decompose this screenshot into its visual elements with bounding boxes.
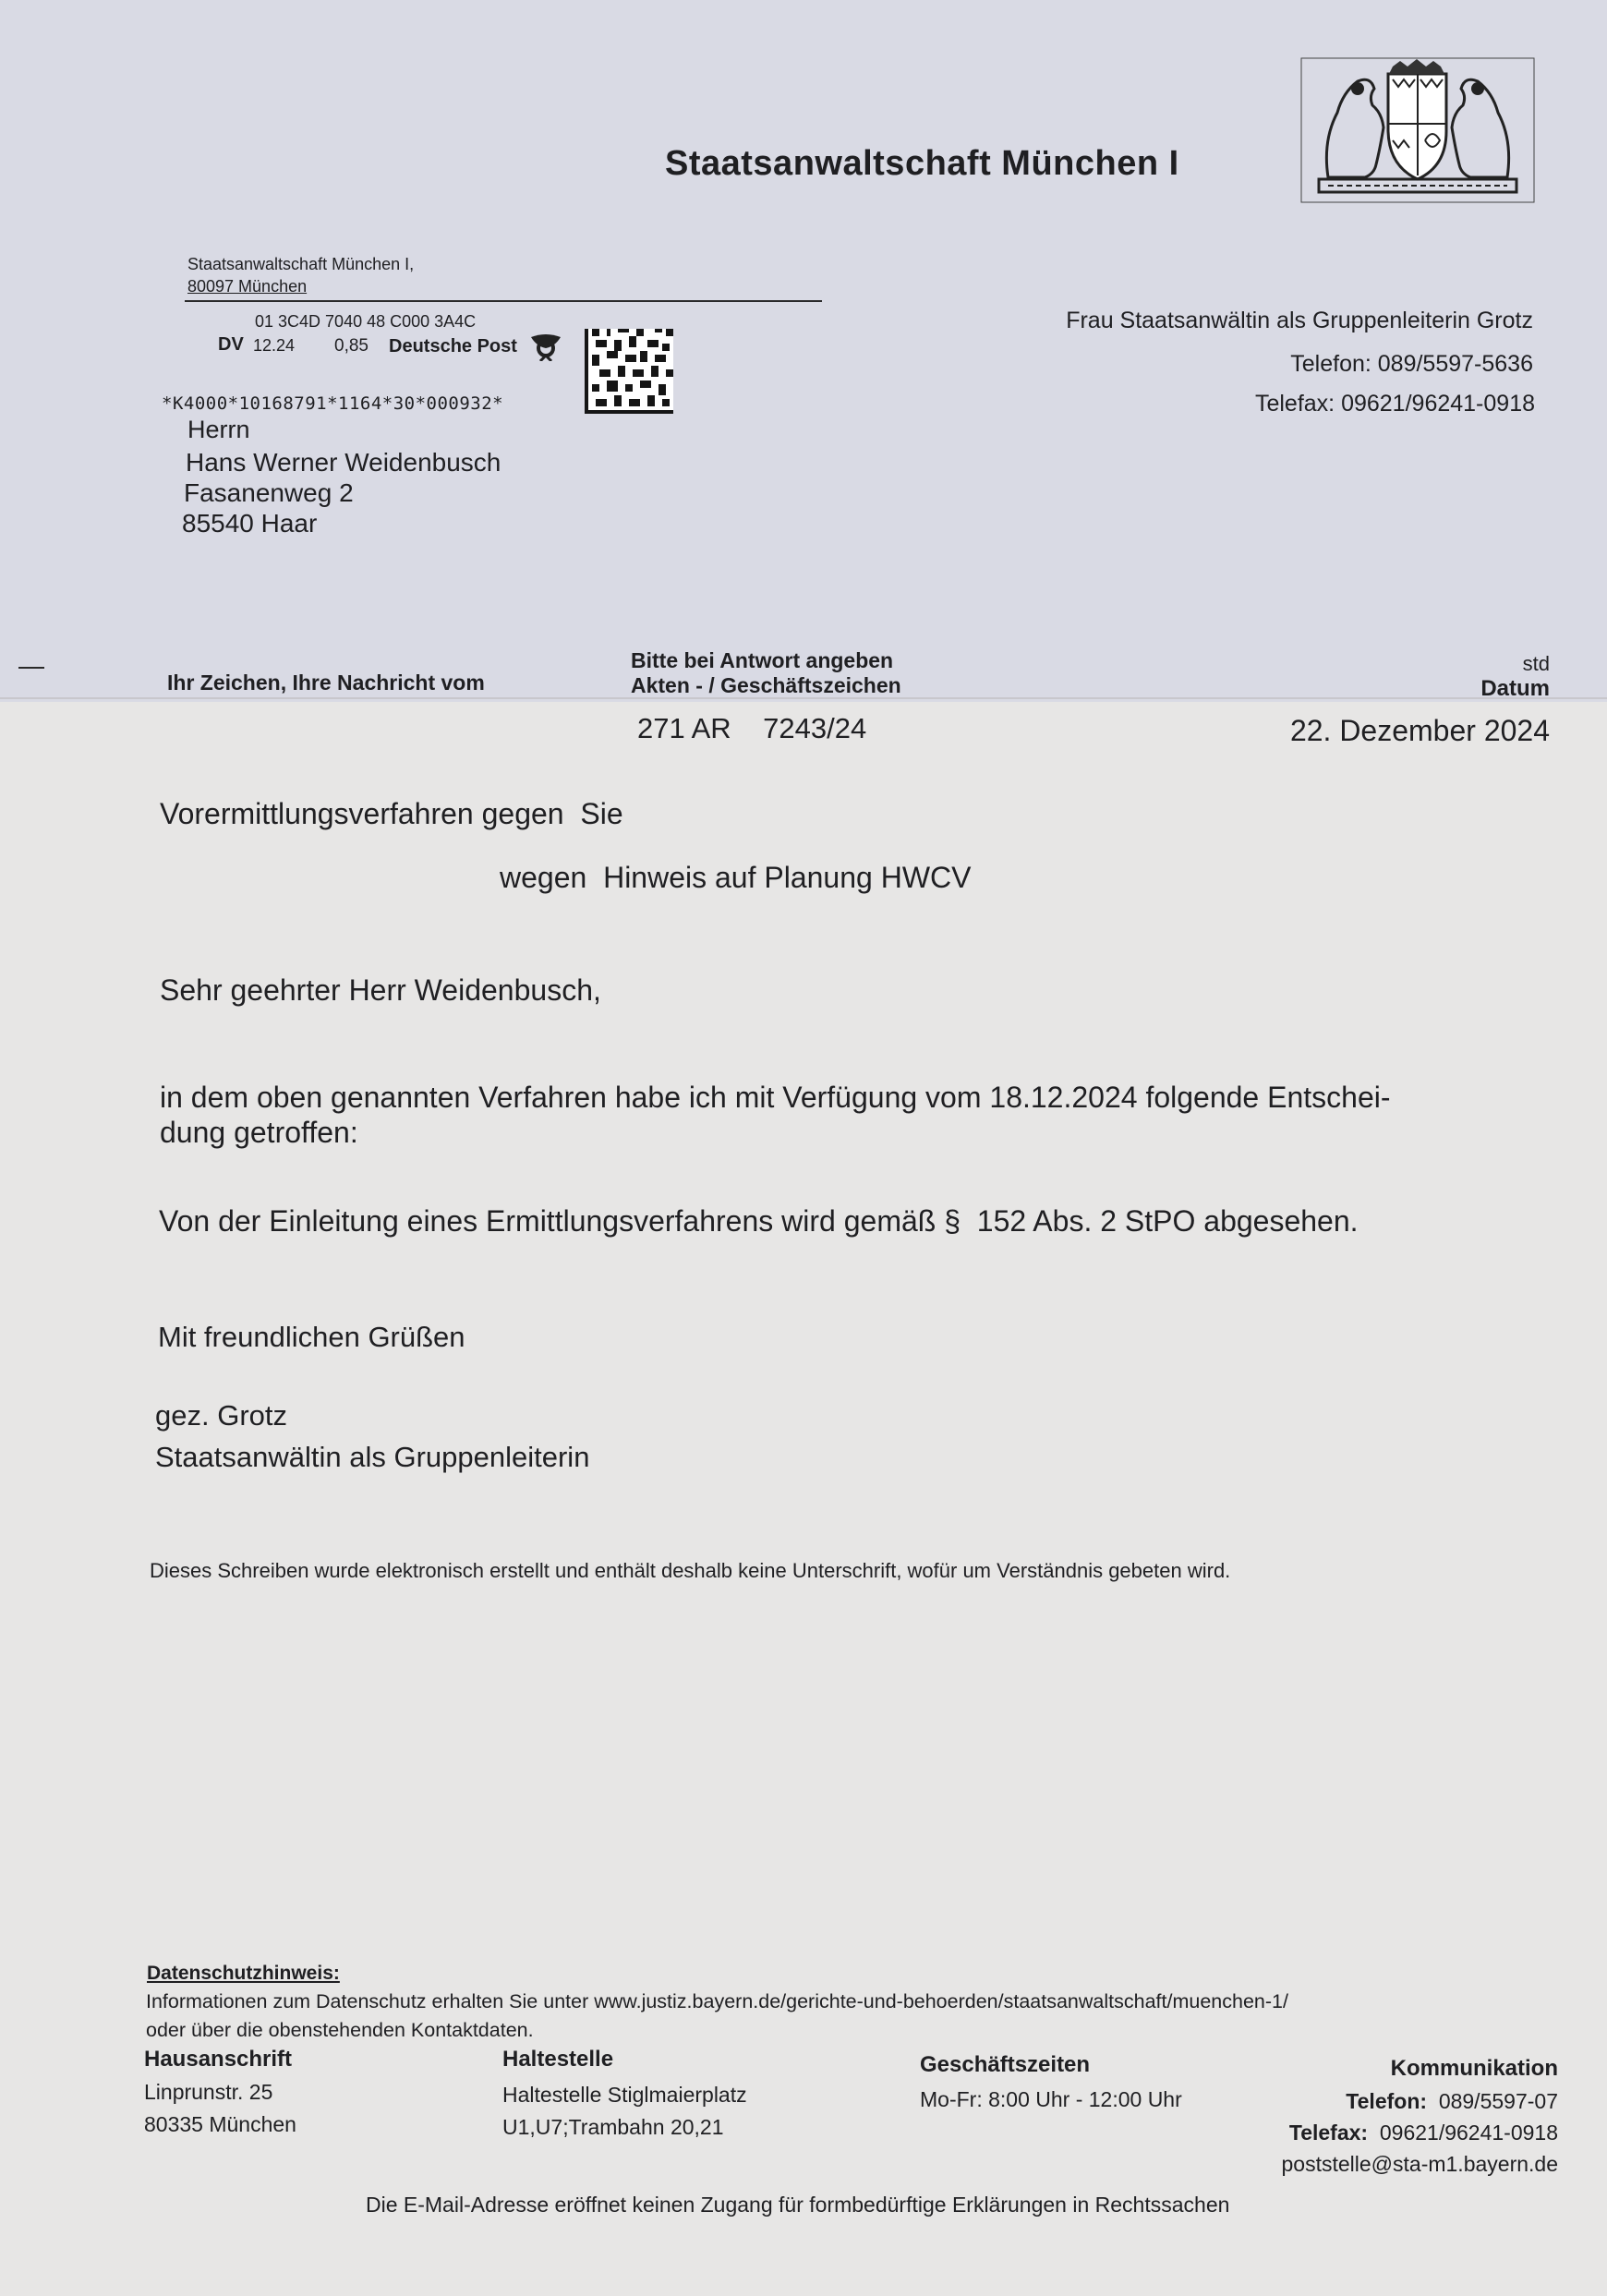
recipient-street: Fasanenweg 2 [184, 478, 354, 507]
file-number-label: Akten - / Geschäftszeichen [631, 673, 901, 697]
address-title: Hausanschrift [144, 2047, 293, 2072]
sender-city: 80097 München [187, 277, 308, 296]
decision-text: Von der Einleitung eines Ermittlungsverfahrens wird gemäß § 152 Abs. 2 StPO abgesehen. [159, 1204, 1359, 1238]
postage-price: 0,85 [334, 336, 369, 356]
communication-phone [1346, 2089, 1558, 2114]
postage-dv-date: 12.24 [253, 336, 296, 355]
datamatrix-code [585, 329, 673, 414]
closing: Mit freundlichen Grüßen [158, 1321, 465, 1353]
contact-fax: Telefax: 09621/96241-0918 [1254, 391, 1535, 417]
address-line-2: 80335 München [144, 2112, 296, 2136]
recipient-salutation: Herrn [187, 416, 250, 443]
reply-hint: Bitte bei Antwort angeben [631, 648, 894, 672]
electronic-signature-note: Dieses Schreiben wurde elektronisch erstellt und enthält deshalb keine Unterschrift, wofür um Verständnis gebeten wird. [150, 1559, 1231, 1582]
letter-date: 22. Dezember 2024 [1289, 714, 1550, 747]
bavarian-coat-of-arms-icon [1300, 57, 1535, 203]
privacy-line-2: oder über die obenstehenden Kontaktdaten. [146, 2019, 534, 2041]
stop-title: Haltestelle [502, 2047, 614, 2072]
sender-separator [185, 300, 822, 302]
postage-dv-label: DV [218, 334, 244, 355]
email-legal-note: Die E-Mail-Adresse eröffnet keinen Zugang für formbedürftige Erklärungen in Rechtssachen [366, 2193, 1230, 2217]
date-label: Datum [1480, 676, 1550, 701]
privacy-line-1: Informationen zum Datenschutz erhalten Sie unter www.justiz.bayern.de/gerichte-und-behoerden/staatsanwaltschaft/muenchen-1/ [146, 1990, 1288, 2012]
std-marker: std [1522, 652, 1550, 675]
stop-line-2: U1,U7;Trambahn 20,21 [502, 2115, 724, 2139]
left-margin-mark [18, 667, 44, 669]
stop-line-1: Haltestelle Stiglmaierplatz [502, 2083, 747, 2107]
communication-fax [1289, 2121, 1558, 2145]
postage-carrier: Deutsche Post [389, 336, 517, 356]
communication-title: Kommunikation [1390, 2056, 1558, 2081]
communication-phone-value: 089/5597-07 [1438, 2089, 1558, 2113]
hours-line-1: Mo-Fr: 8:00 Uhr - 12:00 Uhr [920, 2087, 1182, 2111]
sender-name: Staatsanwaltschaft München I, [187, 255, 415, 273]
hours-title: Geschäftszeiten [920, 2052, 1091, 2077]
greeting: Sehr geehrter Herr Weidenbusch, [160, 973, 601, 1007]
posthorn-icon [527, 330, 564, 361]
signer-name: gez. Grotz [155, 1399, 287, 1432]
communication-fax-label: Telefax: [1288, 2121, 1369, 2145]
communication-phone-label: Telefon: [1346, 2089, 1428, 2113]
contact-phone: Telefon: 089/5597-5636 [1290, 351, 1533, 377]
body-paragraph-line-2: dung getroffen: [160, 1116, 358, 1149]
communication-fax-value: 09621/96241-0918 [1379, 2121, 1558, 2145]
postage-code: 01 3C4D 7040 48 C000 3A4C [255, 312, 477, 331]
file-number: 271 AR 7243/24 [637, 712, 867, 744]
authority-title: Staatsanwaltschaft München I [665, 144, 1179, 183]
recipient-city: 85540 Haar [182, 509, 318, 538]
body-paragraph-line-1: in dem oben genannten Verfahren habe ich mit Verfügung vom 18.12.2024 folgende Entschei- [160, 1081, 1391, 1114]
your-reference-label: Ihr Zeichen, Ihre Nachricht vom [167, 671, 485, 695]
address-line-1: Linprunstr. 25 [144, 2080, 273, 2104]
subject-line-2: wegen Hinweis auf Planung HWCV [500, 861, 972, 894]
signer-role: Staatsanwältin als Gruppenleiterin [155, 1441, 590, 1473]
recipient-name: Hans Werner Weidenbusch [186, 448, 501, 477]
barcode-text: *K4000*10168791*1164*30*000932* [162, 393, 504, 414]
communication-email: poststelle@sta-m1.bayern.de [1281, 2152, 1558, 2176]
contact-person: Frau Staatsanwältin als Gruppenleiterin Grotz [1066, 308, 1533, 333]
subject-line-1: Vorermittlungsverfahren gegen Sie [160, 797, 623, 830]
privacy-title: Datenschutzhinweis: [147, 1963, 340, 1984]
